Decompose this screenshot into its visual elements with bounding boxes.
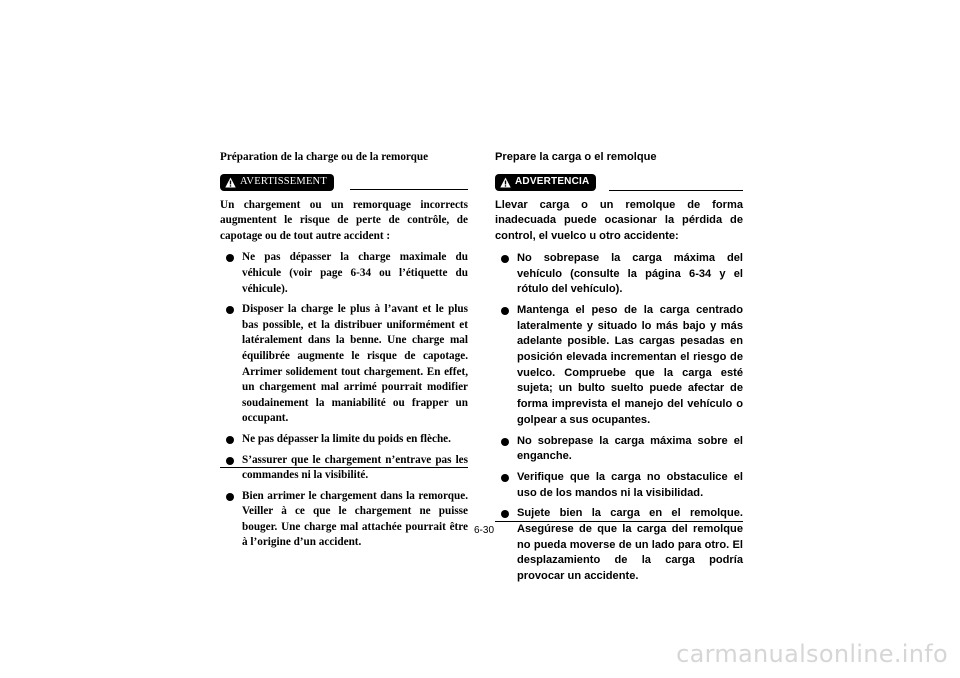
french-bullet-item [220, 453, 468, 484]
french-bullet-item [220, 250, 468, 297]
bullet-icon [501, 438, 509, 446]
french-bullet-item [220, 302, 468, 427]
page-number: 6-30 [474, 525, 495, 536]
spanish-bullet-item [495, 251, 743, 298]
bullet-icon [501, 307, 509, 315]
watermark: carmanualsonline.info [676, 640, 948, 668]
french-warning-list [220, 250, 468, 551]
bullet-icon [501, 510, 509, 518]
french-warning-badge [220, 174, 334, 191]
french-bullet-text: Ne pas dépasser la charge maximale du véhicule (voir page 6-34 ou l’étiquette du véhicule). [242, 251, 468, 295]
french-warning-label: AVERTISSEMENT [240, 176, 327, 188]
spanish-bullet-item [495, 470, 743, 501]
spanish-warning-header [495, 174, 743, 192]
french-section-title: Préparation de la charge ou de la remorque [220, 151, 429, 163]
bullet-icon [226, 457, 234, 465]
bullet-icon [226, 306, 234, 314]
spanish-bullet-text: Mantenga el peso de la carga centrado lateralmente y situado lo más bajo y más adelante posible. Las cargas pesadas en posición elevada incrementan el riesgo de vuelco. Compruebe que la carga esté sujeta; un bulto suelto puede afectar de forma imprevista el manejo del vehículo o golpear a sus ocupantes. [517, 303, 743, 426]
french-bullet-text: Bien arrimer le chargement dans la remorque. Veiller à ce que le chargement ne puisse bouger. Une charge mal attachée pourrait être à l’origine d’un accident. [242, 489, 468, 549]
spanish-bullet-text: Sujete bien la carga en el remolque. Asegúrese de que la carga del remolque no pueda moverse de un lado para otro. El desplazamiento de la carga podría provocar un accidente. [517, 507, 743, 583]
spanish-bullet-text: Verifique que la carga no obstaculice el uso de los mandos ni la visibilidad. [517, 470, 743, 499]
bullet-icon [501, 474, 509, 482]
spanish-warning-label: ADVERTENCIA [515, 176, 590, 188]
french-bullet-item [220, 432, 468, 448]
bullet-icon [501, 255, 509, 263]
warning-triangle-icon [225, 177, 236, 188]
bullet-icon [226, 436, 234, 444]
french-bullet-item [220, 489, 468, 551]
spanish-warning-rule [609, 190, 743, 191]
warning-triangle-icon [500, 177, 511, 188]
spanish-warning-badge [495, 174, 596, 191]
spanish-bullet-item [495, 434, 743, 465]
spanish-bullet-item [495, 303, 743, 429]
spanish-bullet-text: No sobrepase la carga máxima sobre el enganche. [517, 434, 743, 463]
spanish-warning-intro: Llevar carga o un remolque de forma inadecuada puede ocasionar la pérdida de control, el vuelco u otro accidente: [495, 198, 743, 243]
spanish-bullet-item [495, 506, 743, 585]
bullet-icon [226, 493, 234, 501]
french-warning-header [220, 174, 468, 192]
spanish-column [495, 150, 743, 590]
french-bullet-text: Ne pas dépasser la limite du poids en flèche. [242, 432, 451, 445]
french-warning-intro: Un chargement ou un remorquage incorrects augmentent le risque de perte de contrôle, de capotage ou de tout autre accident : [220, 198, 468, 242]
bullet-icon [226, 254, 234, 262]
spanish-bullet-text: No sobrepase la carga máxima del vehículo (consulte la página 6-34 y el rótulo del vehículo). [517, 251, 743, 296]
french-bottom-rule [220, 467, 468, 468]
spanish-bottom-rule [495, 521, 743, 522]
french-warning-rule [350, 189, 468, 190]
spanish-warning-list [495, 251, 743, 585]
french-bullet-text: S’assurer que le chargement n’entrave pas les commandes ni la visibilité. [242, 453, 468, 482]
french-column [220, 150, 468, 556]
french-bullet-text: Disposer la charge le plus à l’avant et le plus bas possible, et la distribuer uniformément et latéralement dans la benne. Une charge mal équilibrée augmente le risque de capotage. Arrimer solidement tout chargement. En effet, un chargement mal arrimé pourrait modifier soudainement la maniabilité ou frapper un occupant. [242, 303, 468, 425]
spanish-section-title: Prepare la carga o el remolque [495, 151, 657, 163]
